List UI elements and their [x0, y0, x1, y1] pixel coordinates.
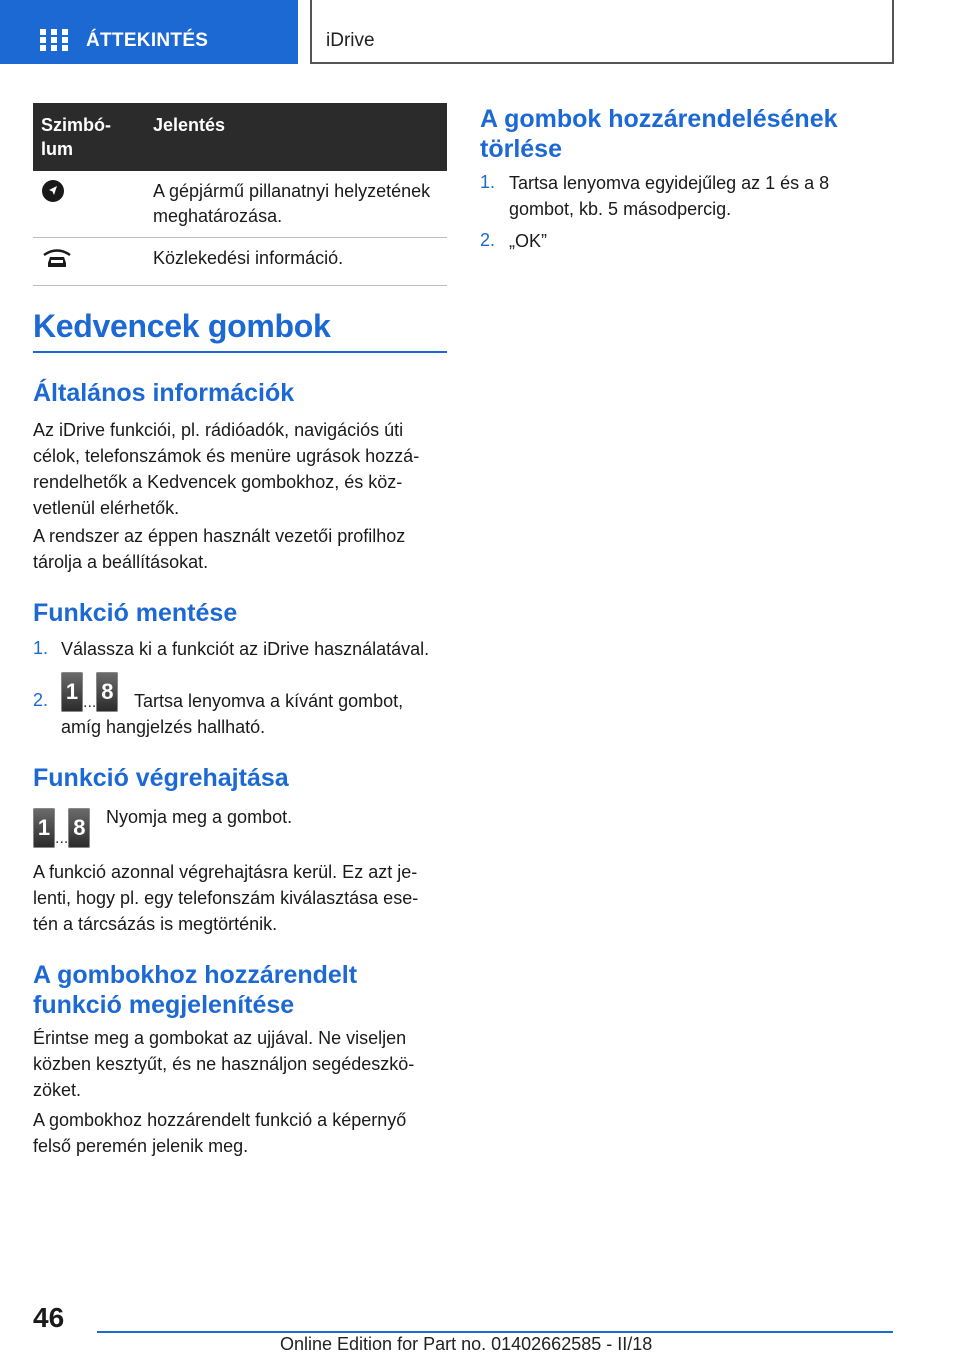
table-row — [33, 238, 447, 286]
header-section-box — [310, 0, 894, 64]
page-number: 46 — [33, 1302, 65, 1333]
header-section-title: iDrive — [326, 30, 375, 51]
save-step1-text: Válassza ki a funkciót az iDrive használatával. — [61, 639, 430, 659]
location-arrow-icon — [41, 179, 65, 203]
execute-heading: Funkció végrehajtása — [33, 764, 289, 792]
header-tab-title: ÁTTEKINTÉS — [86, 30, 209, 51]
table-header-symbol: Szimbó‐lum — [33, 103, 145, 171]
table-header-meaning: Jelentés — [145, 103, 447, 171]
grid-menu-icon — [40, 29, 68, 51]
header-tab — [0, 0, 298, 64]
save-step2-number: 2. — [33, 690, 49, 710]
main-title: Kedvencek gombok — [33, 308, 447, 353]
favorite-key-8-icon: 8 — [68, 808, 90, 848]
key-range-ellipsis: ... — [83, 694, 97, 711]
display-paragraph-1: Érintse meg a gombokat az ujjával. Ne viseljen közben kesztyűt, és ne használjon segédeszkö‐zöket. — [33, 1028, 415, 1100]
general-paragraph-1: Az iDrive funkciói, pl. rádióadók, navigációs úti célok, telefonszámok és menüre ugrások hozzá‐rendelhetők a Kedvencek gombokhoz, és köz‐vetlenül elérhetők. — [33, 420, 420, 518]
delete-step1-text: Tartsa lenyomva egyidejűleg az 1 és a 8 gombot, kb. 5 másodpercig. — [509, 173, 830, 219]
table-row — [33, 171, 447, 238]
footer-edition: Online Edition for Part no. 01402662585 - II/18 — [280, 1334, 653, 1354]
delete-step2-text: „OK” — [509, 231, 547, 251]
display-heading: A gombokhoz hozzárendelt funkció megjelenítése — [33, 961, 358, 1019]
execute-instruction: Nyomja meg a gombot. — [106, 807, 293, 827]
delete-step2-number: 2. — [480, 230, 496, 250]
symbol-table — [33, 103, 447, 286]
delete-step1-number: 1. — [480, 172, 496, 192]
general-paragraph-2: A rendszer az éppen használt vezetői profilhoz tárolja a beállításokat. — [33, 526, 406, 572]
favorite-key-8-icon: 8 — [96, 672, 118, 712]
table-cell-meaning: Közlekedési információ. — [145, 238, 447, 286]
footer-divider — [97, 1331, 893, 1333]
save-step1-number: 1. — [33, 638, 49, 658]
save-step2-text: Tartsa lenyomva a kívánt gombot, amíg hangjelzés hallható. — [61, 691, 404, 737]
execute-keys — [33, 808, 90, 848]
display-paragraph-2: A gombokhoz hozzárendelt funkció a képernyő felső peremén jelenik meg. — [33, 1110, 407, 1156]
save-heading: Funkció mentése — [33, 599, 238, 627]
traffic-info-icon — [41, 246, 73, 270]
favorite-key-1-icon: 1 — [61, 672, 83, 712]
key-range-ellipsis: ... — [55, 830, 69, 847]
execute-paragraph: A funkció azonnal végrehajtásra kerül. Ez azt je‐lenti, hogy pl. egy telefonszám kiválasztása ese‐tén a tárcsázás is megtörténik. — [33, 862, 419, 934]
favorite-key-1-icon: 1 — [33, 808, 55, 848]
table-cell-meaning: A gépjármű pillanatnyi helyzetének meghatározása. — [145, 171, 447, 238]
general-heading: Általános információk — [33, 379, 295, 407]
delete-heading: A gombok hozzárendelésének törlése — [480, 105, 838, 163]
